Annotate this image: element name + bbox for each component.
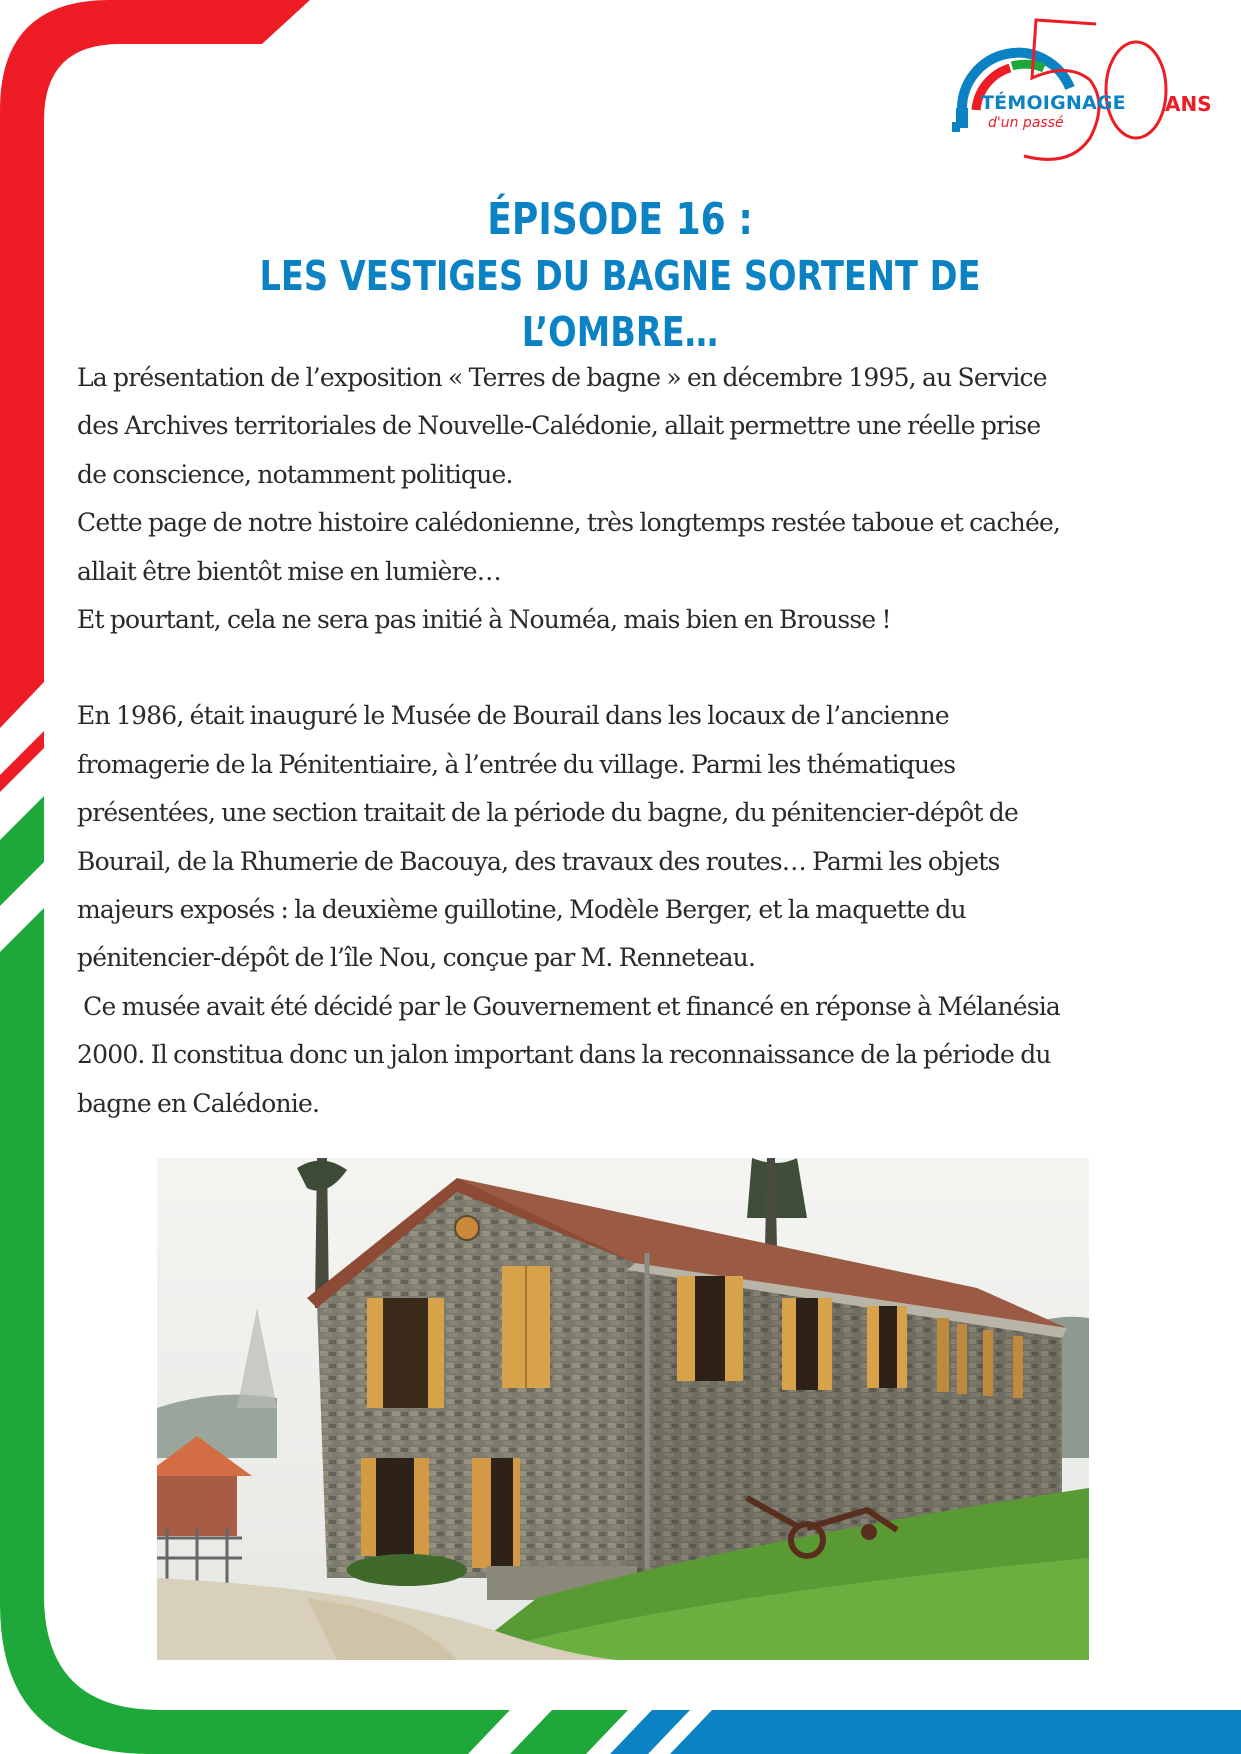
paragraph-line: Bourail, de la Rhumerie de Bacouya, des travaux des routes… Parmi les objets	[77, 846, 1000, 876]
paragraph-line: de conscience, notamment politique.	[77, 459, 513, 489]
paragraph-line: Cette page de notre histoire calédonienne, très longtemps restée taboue et cachée,	[77, 508, 1061, 538]
paragraph-gap	[77, 644, 1207, 692]
paragraph-line: La présentation de l’exposition « Terres de bagne » en décembre 1995, au Service	[77, 363, 1047, 392]
logo-title: TÉMOIGNAGE	[981, 92, 1126, 114]
article-body	[77, 354, 1207, 1128]
paragraph-line: fromagerie de la Pénitentiaire, à l’entrée du village. Parmi les thématiques	[77, 749, 956, 779]
paragraph-line: bagne en Calédonie.	[77, 1088, 320, 1118]
paragraph-line: des Archives territoriales de Nouvelle-Calédonie, allait permettre une réelle prise	[77, 411, 1041, 441]
paragraph-line: Et pourtant, cela ne sera pas initié à Nouméa, mais bien en Brousse !	[77, 605, 891, 635]
paragraph-line: majeurs exposés : la deuxième guillotine, Modèle Berger, et la maquette du	[77, 895, 966, 925]
logo-subtitle: d'un passé	[988, 115, 1064, 131]
stone-building-photo	[157, 1158, 1089, 1660]
paragraph-line: allait être bientôt mise en lumière…	[77, 556, 501, 586]
title-headline: LES VESTIGES DU BAGNE SORTENT DE L’OMBRE…	[259, 252, 981, 356]
green-frame-band	[0, 796, 44, 906]
logo-ans: ANS	[1165, 92, 1212, 116]
paragraph-line: présentées, une section traitait de la période du bagne, du pénitencier-dépôt de	[77, 798, 1018, 828]
title-episode: ÉPISODE 16 :	[487, 194, 753, 245]
page-title	[140, 192, 1100, 360]
paragraph-line: pénitencier-dépôt de l’île Nou, conçue par M. Renneteau.	[77, 943, 756, 973]
paragraph-line: Ce musée avait été décidé par le Gouvernement et financé en réponse à Mélanésia	[77, 991, 1061, 1021]
paragraph-line: En 1986, était inauguré le Musée de Bourail dans les locaux de l’ancienne	[77, 701, 949, 731]
frame-slash	[0, 731, 44, 792]
paragraph-line: 2000. Il constitua donc un jalon important dans la reconnaissance de la période du	[77, 1040, 1051, 1070]
temoignage-50-ans-logo	[940, 18, 1230, 178]
building-illustration	[157, 1158, 1089, 1660]
